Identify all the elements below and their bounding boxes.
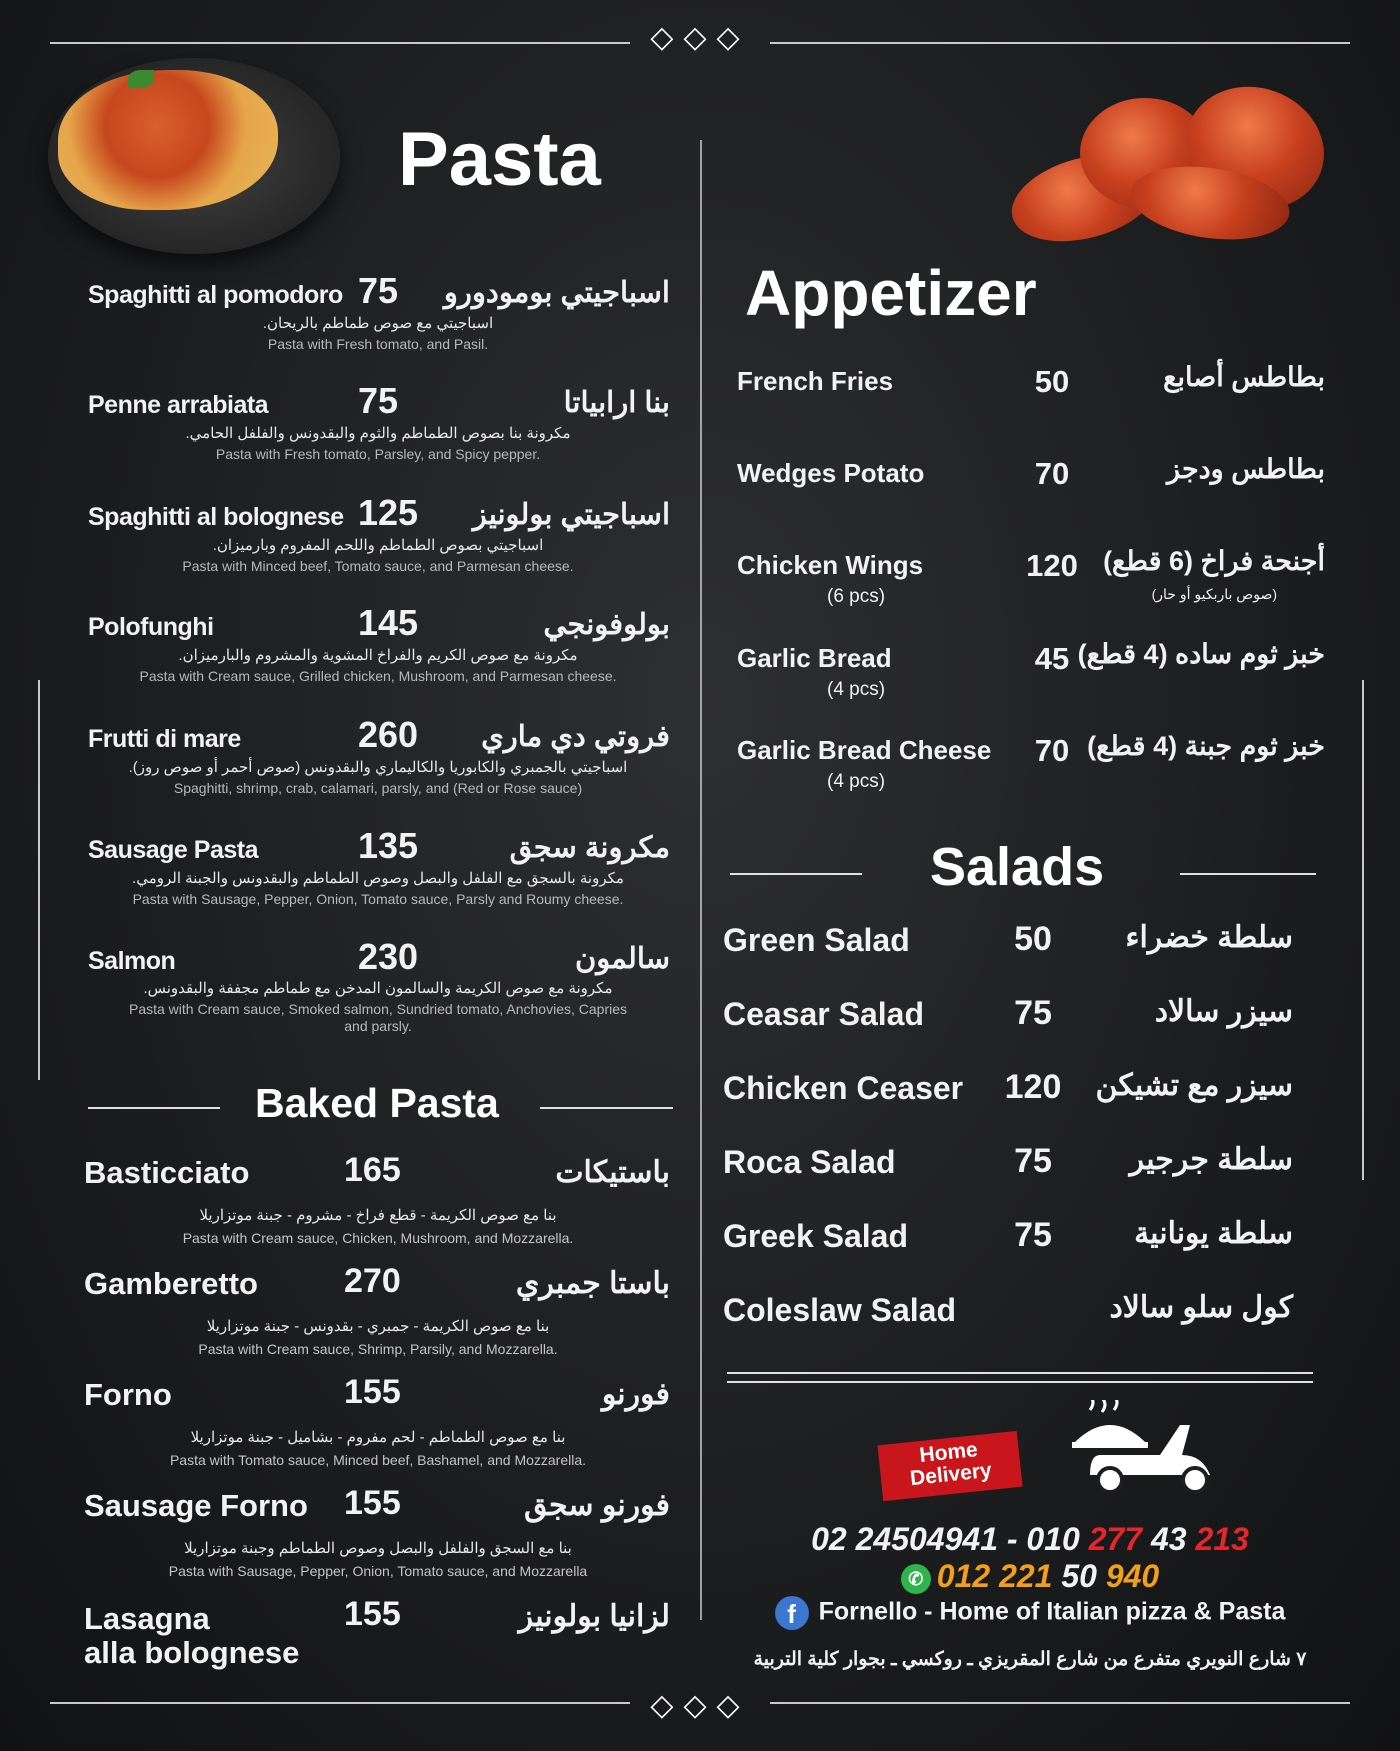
banner-line-1: Home — [918, 1438, 979, 1468]
pasta-item-name: Spaghitti al bolognese — [88, 503, 344, 531]
pasta-item — [78, 712, 678, 796]
salad-item-name: Ceasar Salad — [723, 996, 925, 1032]
baked-item-price: 155 — [344, 1484, 401, 1522]
baked-item-desc-ar: بنا مع صوص الطماطم - لحم مفروم - بشاميل - جبنة موتزاريلا — [190, 1429, 566, 1446]
salad-item-arabic: سيزر مع تشيكن — [1095, 1069, 1293, 1102]
baked-item — [78, 1370, 678, 1468]
appetizer-item-arabic: خبز ثوم ساده (4 قطع) — [1077, 639, 1325, 669]
appetizer-item-note: (4 pcs) — [827, 771, 886, 792]
appetizer-item-price: 70 — [1034, 733, 1070, 768]
salad-item — [723, 1292, 1293, 1336]
baked-item-name — [84, 1602, 299, 1670]
double-divider-bottom — [727, 1381, 1313, 1383]
salad-item — [723, 922, 1293, 966]
baked-item-row — [78, 1370, 678, 1414]
salad-item-price: 75 — [1014, 1216, 1052, 1254]
chicken-wings-image — [1010, 88, 1340, 248]
pasta-item — [78, 600, 678, 684]
frame-right — [1362, 680, 1364, 1180]
baked-line-right — [540, 1107, 673, 1109]
pasta-item-arabic: اسباجيتي بومودورو — [443, 277, 670, 309]
baked-item-row — [78, 1481, 678, 1525]
pasta-title: Pasta — [398, 117, 601, 202]
appetizer-item-price: 50 — [1034, 364, 1070, 399]
salad-item-arabic: سلطة خضراء — [1125, 921, 1293, 954]
pasta-item-price: 75 — [358, 380, 399, 421]
baked-item-name: Forno — [84, 1377, 172, 1412]
salad-item-name: Greek Salad — [723, 1218, 908, 1254]
baked-item-price: 270 — [344, 1262, 401, 1300]
baked-item-arabic: فورنو سجق — [523, 1489, 670, 1522]
appetizer-item-note: (6 pcs) — [827, 586, 886, 607]
facebook-icon: f — [775, 1596, 809, 1630]
pasta-item — [78, 268, 678, 352]
baked-line-left — [88, 1107, 220, 1109]
pasta-item-arabic: بنا ارابياتا — [563, 387, 670, 419]
appetizer-item — [737, 454, 1327, 518]
pasta-item-arabic: اسباجيتي بولونيز — [472, 499, 670, 531]
appetizer-item-price: 45 — [1034, 641, 1070, 676]
appetizer-item — [737, 362, 1327, 426]
top-diamonds: ◇◇◇ — [650, 21, 750, 54]
salad-item — [723, 1144, 1293, 1188]
pasta-item-desc-ar: مكرونة بالسجق مع الفلفل والبصل وصوص الطماطم والبقدونس والجبنة الرومي. — [132, 870, 624, 887]
baked-item-name: Sausage Forno — [84, 1488, 308, 1523]
pasta-item-price: 125 — [358, 492, 419, 533]
salad-item-arabic: سلطة جرجير — [1129, 1143, 1293, 1176]
frame-left — [38, 680, 40, 1080]
pasta-item-row — [78, 378, 678, 422]
pasta-item — [78, 934, 678, 1035]
pasta-item-desc-en: Pasta with Cream sauce, Smoked salmon, Sundried tomato, Anchovies, Capries and parsly. — [128, 1001, 628, 1034]
baked-item-desc-en: Pasta with Tomato sauce, Minced beef, Bashamel, and Mozzarella. — [169, 1452, 587, 1468]
salad-item — [723, 996, 1293, 1040]
pasta-item-row — [78, 490, 678, 534]
salads-title: Salads — [930, 837, 1105, 897]
baked-item-desc-ar: بنا مع صوص الكريمة - قطع فراخ - مشروم - جبنة موتزاريلا — [199, 1207, 557, 1224]
pasta-item-desc-ar: مكرونة مع صوص الكريمة والسالمون المدخن مع طماطم مجففة والبقدونس. — [143, 980, 613, 997]
phone-numbers-line[interactable]: 02 24504941 - 010 277 43 213 — [811, 1521, 1249, 1557]
pasta-item-arabic: بولوفونجي — [543, 609, 670, 641]
baked-item-name-line1: Lasagna — [84, 1601, 210, 1636]
salad-item-price: 75 — [1014, 1142, 1052, 1180]
banner-line-2: Delivery — [909, 1458, 993, 1491]
salad-item-arabic: كول سلو سالاد — [1109, 1291, 1293, 1324]
pasta-item-row — [78, 823, 678, 867]
salad-item-price: 75 — [1014, 994, 1052, 1032]
appetizer-item — [737, 639, 1327, 703]
pasta-item-desc-ar: اسباجيتي بصوص الطماطم واللحم المفروم وبارميزان. — [212, 537, 544, 554]
pasta-item — [78, 823, 678, 907]
baked-item-desc-en: Pasta with Cream sauce, Chicken, Mushroom, and Mozzarella. — [182, 1230, 574, 1246]
pasta-item-desc-ar: اسباجيتي مع صوص طماطم بالريحان. — [262, 315, 494, 332]
scooter-icon — [1070, 1400, 1220, 1500]
salad-item-price: 120 — [1004, 1068, 1062, 1106]
appetizer-item-price: 70 — [1034, 456, 1070, 491]
pasta-item-desc-en: Pasta with Fresh tomato, Parsley, and Spicy pepper. — [215, 446, 541, 462]
pasta-item-price: 75 — [358, 270, 399, 311]
salad-item-name: Roca Salad — [723, 1144, 896, 1180]
salads-line-right — [1180, 873, 1316, 875]
baked-item — [78, 1481, 678, 1579]
column-divider — [700, 140, 702, 1620]
salad-item-price: 50 — [1014, 920, 1052, 958]
pasta-item-name: Polofunghi — [88, 613, 214, 641]
baked-item-row — [78, 1259, 678, 1303]
double-divider-top — [727, 1372, 1313, 1374]
appetizer-item-name: French Fries — [737, 366, 894, 396]
appetizer-item-arabic: بطاطس ودجز — [1167, 454, 1325, 484]
baked-item-price: 165 — [344, 1151, 401, 1189]
pasta-item — [78, 378, 678, 462]
pasta-item-desc-en: Pasta with Sausage, Pepper, Onion, Tomato sauce, Parsly and Roumy cheese. — [132, 891, 624, 907]
baked-item-desc-ar: بنا مع السجق والفلفل والبصل وصوص الطماطم وجبنة موتزاريلا — [184, 1540, 572, 1557]
baked-item-arabic: لزانيا بولونيز — [518, 1600, 670, 1633]
salad-item-name: Green Salad — [723, 922, 910, 958]
baked-item — [78, 1592, 678, 1670]
pasta-item-desc-ar: اسباجيتي بالجمبري والكابوريا والكاليماري والبقدونس (صوص أحمر أو صوص روز). — [128, 759, 628, 776]
salads-line-left — [730, 873, 862, 875]
baked-item-name-line2: alla bolognese — [84, 1635, 300, 1670]
baked-item-row — [78, 1592, 678, 1670]
pasta-item-price: 230 — [358, 936, 419, 977]
salad-item-name: Coleslaw Salad — [723, 1292, 956, 1328]
pasta-item-name: Penne arrabiata — [88, 391, 269, 419]
baked-item-name: Basticciato — [84, 1155, 250, 1190]
baked-item — [78, 1259, 678, 1357]
bottom-diamonds: ◇◇◇ — [650, 1689, 750, 1722]
appetizer-item-note: (4 pcs) — [827, 679, 886, 700]
pasta-item-price: 145 — [358, 602, 419, 643]
appetizer-item — [737, 546, 1327, 610]
appetizer-item-name: Garlic Bread Cheese — [737, 735, 992, 765]
baked-item-price: 155 — [344, 1373, 401, 1411]
salad-item — [723, 1218, 1293, 1262]
baked-item-price: 155 — [344, 1595, 401, 1633]
salad-item-name: Chicken Ceaser — [723, 1070, 964, 1106]
pasta-item-desc-en: Pasta with Minced beef, Tomato sauce, and Parmesan cheese. — [182, 558, 574, 574]
appetizer-title: Appetizer — [745, 257, 1037, 329]
home-delivery-banner — [877, 1431, 1022, 1501]
pasta-item-desc-en: Pasta with Fresh tomato, and Pasil. — [267, 336, 489, 352]
facebook-line[interactable] — [700, 1596, 1360, 1630]
pasta-item-name: Salmon — [88, 947, 176, 975]
pasta-item-arabic: سالمون — [574, 943, 670, 975]
pasta-item — [78, 490, 678, 574]
baked-item-desc-ar: بنا مع صوص الكريمة - جمبري - بقدونس - جبنة موتزاريلا — [206, 1318, 550, 1335]
pasta-item-price: 260 — [358, 714, 419, 755]
salad-item-arabic: سيزر سالاد — [1154, 995, 1293, 1028]
pasta-item-arabic: مكرونة سجق — [509, 832, 670, 864]
appetizer-item-name: Garlic Bread — [737, 643, 892, 673]
pasta-item-desc-en: Pasta with Cream sauce, Grilled chicken, Mushroom, and Parmesan cheese. — [139, 668, 617, 684]
pasta-item-row — [78, 934, 678, 978]
appetizer-item-price: 120 — [1026, 548, 1078, 583]
baked-item-row — [78, 1148, 678, 1192]
pasta-item-name: Frutti di mare — [88, 725, 241, 753]
appetizer-item-name: Chicken Wings — [737, 550, 924, 580]
baked-pasta-title: Baked Pasta — [255, 1080, 499, 1126]
pasta-item-name: Spaghitti al pomodoro — [88, 281, 343, 309]
baked-item-desc-en: Pasta with Sausage, Pepper, Onion, Tomato sauce, and Mozzarella — [168, 1563, 588, 1579]
address-text: ٧ شارع النويري متفرع من شارع المقريزي ـ روكسي ـ بجوار كلية التربية — [753, 1649, 1307, 1670]
pasta-item-desc-ar: مكرونة مع صوص الكريم والفراخ المشوية والمشروم والبارميزان. — [178, 647, 578, 664]
pasta-item-desc-en: Spaghitti, shrimp, crab, calamari, parsly, and (Red or Rose sauce) — [173, 780, 583, 796]
pasta-item-desc-ar: مكرونة بنا بصوص الطماطم والثوم والبقدونس والفلفل الحامي. — [185, 425, 571, 442]
baked-item-arabic: فورنو — [601, 1378, 670, 1411]
salad-item-arabic: سلطة يونانية — [1134, 1217, 1293, 1250]
baked-item-arabic: باستيكات — [555, 1156, 670, 1189]
appetizer-item-arabic-note: (صوص باربكيو أو حار) — [1151, 586, 1277, 602]
whatsapp-number-line[interactable]: ✆012 221 50 940 — [700, 1558, 1360, 1595]
pasta-item-arabic: فروتي دي ماري — [481, 721, 670, 753]
appetizer-item — [737, 731, 1327, 795]
appetizer-item-name: Wedges Potato — [737, 458, 925, 488]
spaghetti-image — [58, 70, 278, 210]
pasta-item-row — [78, 268, 678, 312]
pasta-item-price: 135 — [358, 825, 419, 866]
appetizer-item-arabic: أجنحة فراخ (6 قطع) — [1103, 546, 1325, 576]
whatsapp-icon — [901, 1564, 931, 1594]
appetizer-item-arabic: خبز ثوم جبنة (4 قطع) — [1087, 731, 1325, 761]
appetizer-item-arabic: بطاطس أصابع — [1163, 362, 1325, 392]
baked-item-arabic: باستا جمبري — [515, 1267, 670, 1300]
baked-item — [78, 1148, 678, 1246]
facebook-page-name: Fornello - Home of Italian pizza & Pasta — [818, 1597, 1286, 1626]
baked-item-desc-en: Pasta with Cream sauce, Shrimp, Parsily, and Mozzarella. — [198, 1341, 558, 1357]
pasta-item-row — [78, 600, 678, 644]
basil-leaf — [128, 70, 154, 88]
salad-item — [723, 1070, 1293, 1114]
pasta-item-row — [78, 712, 678, 756]
baked-item-name: Gamberetto — [84, 1266, 258, 1301]
pasta-item-name: Sausage Pasta — [88, 836, 258, 864]
